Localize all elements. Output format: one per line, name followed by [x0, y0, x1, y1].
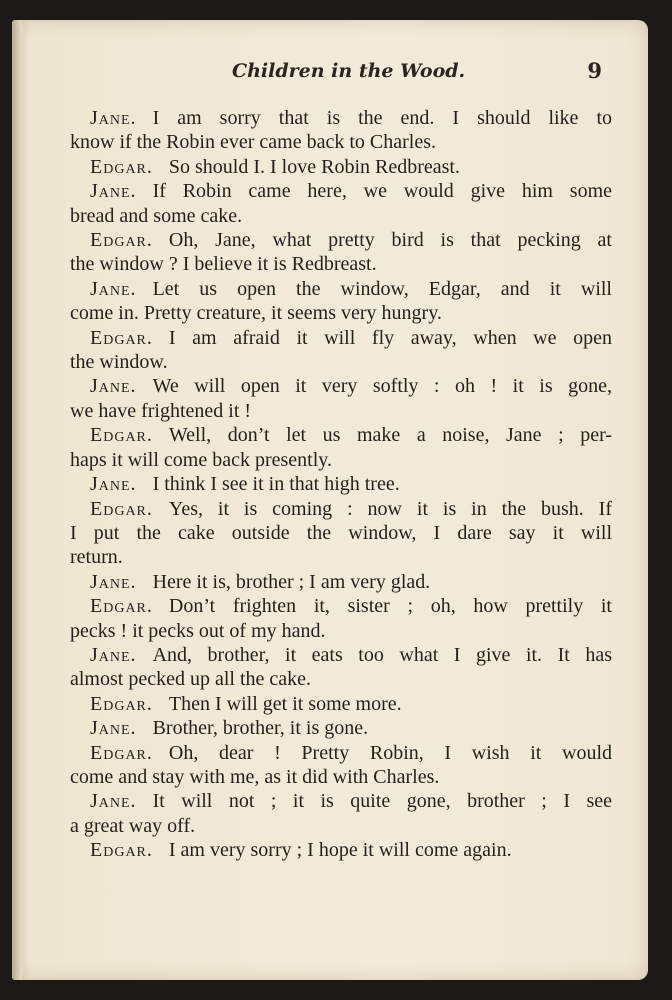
text-line — [70, 130, 612, 154]
line-text: We will open it very softly : oh ! it is gone, — [152, 375, 612, 398]
text-line — [70, 155, 612, 179]
text-line — [70, 692, 612, 716]
line-text: come and stay with me, as it did with Charles. — [70, 765, 440, 788]
speaker-name: Edgar. — [90, 595, 153, 618]
speaker-name: Jane. — [90, 180, 137, 203]
line-text: the window. — [70, 351, 168, 374]
line-text: pecks ! it pecks out of my hand. — [70, 619, 326, 642]
line-text: I think I see it in that high tree. — [152, 473, 400, 496]
speaker-name: Jane. — [90, 375, 137, 398]
line-text: Let us open the window, Edgar, and it will — [152, 277, 612, 300]
line-text: Don’t frighten it, sister ; oh, how prettily it — [168, 595, 612, 618]
line-text: I am very sorry ; I hope it will come again. — [168, 839, 512, 862]
text-line — [70, 106, 612, 130]
line-text: I am afraid it will fly away, when we open — [168, 326, 612, 349]
speaker-name: Jane. — [90, 570, 137, 593]
line-text: know if the Robin ever came back to Charles. — [70, 131, 436, 154]
line-text: Brother, brother, it is gone. — [152, 717, 369, 740]
text-line — [70, 716, 612, 740]
line-text: Oh, dear ! Pretty Robin, I wish it would — [168, 741, 612, 764]
line-text: If Robin came here, we would give him some — [152, 180, 612, 203]
text-line — [70, 179, 612, 203]
text-line — [70, 741, 612, 765]
speaker-name: Jane. — [90, 643, 137, 666]
page-number: 9 — [587, 58, 602, 83]
text-line — [70, 789, 612, 813]
line-text: Here it is, brother ; I am very glad. — [152, 570, 431, 593]
line-text: return. — [70, 546, 123, 569]
line-text: come in. Pretty creature, it seems very hungry. — [70, 302, 442, 325]
speaker-name: Jane. — [90, 717, 137, 740]
speaker-name: Jane. — [90, 790, 137, 813]
speaker-name: Jane. — [90, 277, 137, 300]
line-text: bread and some cake. — [70, 204, 243, 227]
text-line — [70, 594, 612, 618]
speaker-name: Edgar. — [90, 497, 153, 520]
line-text: Oh, Jane, what pretty bird is that pecking at — [168, 229, 612, 252]
text-line — [70, 301, 612, 325]
text-line — [70, 252, 612, 276]
text-line — [70, 399, 612, 423]
text-line — [70, 838, 612, 862]
dialogue-text — [70, 106, 612, 863]
speaker-name: Jane. — [90, 107, 137, 129]
line-text: a great way off. — [70, 814, 196, 837]
page-header — [12, 60, 648, 90]
text-line — [70, 545, 612, 569]
text-line — [70, 204, 612, 228]
text-line — [70, 277, 612, 301]
line-text: we have frightened it ! — [70, 399, 252, 422]
text-line — [70, 667, 612, 691]
line-text: almost pecked up all the cake. — [70, 668, 312, 691]
text-line — [70, 497, 612, 521]
speaker-name: Edgar. — [90, 229, 153, 252]
text-line — [70, 374, 612, 398]
line-text: Then I will get it some more. — [168, 692, 402, 715]
speaker-name: Edgar. — [90, 326, 153, 349]
speaker-name: Edgar. — [90, 155, 153, 178]
text-line — [70, 643, 612, 667]
line-text: And, brother, it eats too what I give it. It has — [152, 643, 612, 666]
speaker-name: Jane. — [90, 473, 137, 496]
speaker-name: Edgar. — [90, 424, 153, 447]
line-text: haps it will come back presently. — [70, 448, 332, 471]
speaker-name: Edgar. — [90, 692, 153, 715]
text-line — [70, 423, 612, 447]
running-head: Children in the Wood. — [232, 60, 466, 82]
line-text: Well, don’t let us make a noise, Jane ; per- — [168, 424, 612, 447]
speaker-name: Edgar. — [90, 839, 153, 862]
line-text: the window ? I believe it is Redbreast. — [70, 253, 377, 276]
text-line — [70, 326, 612, 350]
book-gutter — [12, 20, 22, 980]
text-line — [70, 814, 612, 838]
text-line — [70, 350, 612, 374]
text-line — [70, 570, 612, 594]
text-line — [70, 472, 612, 496]
speaker-name: Edgar. — [90, 741, 153, 764]
text-line — [70, 521, 612, 545]
line-text: I am sorry that is the end. I should like to — [152, 107, 612, 129]
line-text: I put the cake outside the window, I dare say it will — [70, 521, 612, 544]
text-line — [70, 228, 612, 252]
text-line — [70, 448, 612, 472]
line-text: It will not ; it is quite gone, brother ; I see — [152, 790, 612, 813]
text-line — [70, 619, 612, 643]
line-text: Yes, it is coming : now it is in the bush. If — [168, 497, 612, 520]
text-line — [70, 765, 612, 789]
line-text: So should I. I love Robin Redbreast. — [168, 155, 460, 178]
page-sheet — [12, 20, 648, 980]
